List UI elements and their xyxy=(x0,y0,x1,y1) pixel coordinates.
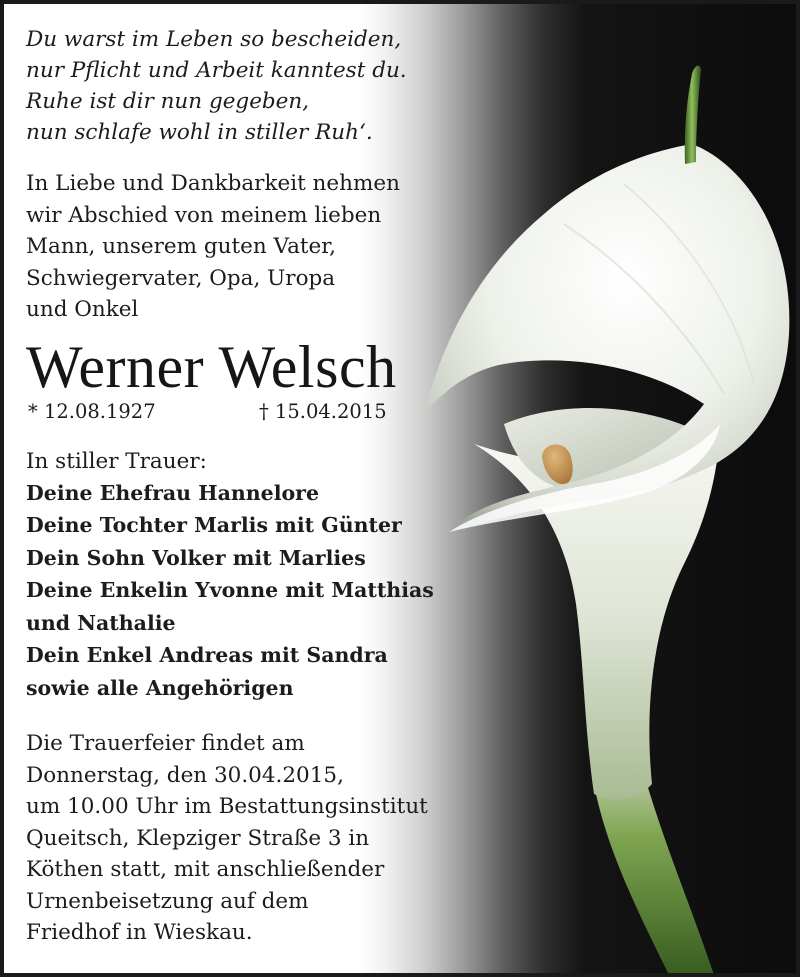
mourners-heading: In stiller Trauer: xyxy=(26,448,207,474)
intro-line: wir Abschied von meinem lieben xyxy=(26,202,382,228)
intro-line: In Liebe und Dankbarkeit nehmen xyxy=(26,171,400,196)
poem-line: Du warst im Leben so bescheiden, xyxy=(26,27,402,52)
service-line: Die Trauerfeier findet am xyxy=(26,731,305,756)
service-line: Urnenbeisetzung auf dem xyxy=(26,888,309,914)
deceased-name: Werner Welsch xyxy=(26,333,397,400)
service-line: Queitsch, Klepziger Straße 3 in xyxy=(26,825,370,851)
mourner-line: sowie alle Angehörigen xyxy=(26,675,294,700)
intro-line: Mann, unserem guten Vater, xyxy=(26,234,337,259)
mourner-line: Deine Tochter Marlis mit Günter xyxy=(26,513,402,537)
mourners-list xyxy=(26,477,496,705)
poem-line: nun schlafe wohl in stiller Ruh‘. xyxy=(26,120,373,145)
mourner-line: Dein Enkel Andreas mit Sandra xyxy=(26,643,388,667)
mourner-line: Deine Ehefrau Hannelore xyxy=(26,480,320,505)
mourner-line: und Nathalie xyxy=(26,610,176,635)
intro-line: und Onkel xyxy=(26,297,139,322)
service-line: Friedhof in Wieskau. xyxy=(26,920,253,945)
life-dates xyxy=(26,398,496,426)
notice-text xyxy=(26,24,496,949)
poem-line: nur Pflicht und Arbeit kanntest du. xyxy=(26,58,407,83)
service-info xyxy=(26,728,496,949)
intro-line: Schwiegervater, Opa, Uropa xyxy=(26,265,336,291)
mourner-line: Deine Enkelin Yvonne mit Matthias xyxy=(26,578,434,602)
lily-stem xyxy=(592,774,716,977)
mourner-line: Dein Sohn Volker mit Marlies xyxy=(26,545,366,570)
birth-date: * 12.08.1927 xyxy=(28,399,156,423)
poem-line: Ruhe ist dir nun gegeben, xyxy=(26,89,310,114)
service-line: um 10.00 Uhr im Bestattungsinstitut xyxy=(26,794,428,819)
poem xyxy=(26,24,496,148)
service-line: Köthen statt, mit anschließender xyxy=(26,857,385,882)
service-line: Donnerstag, den 30.04.2015, xyxy=(26,762,344,788)
intro-text xyxy=(26,168,496,326)
death-date: † 15.04.2015 xyxy=(259,399,387,423)
